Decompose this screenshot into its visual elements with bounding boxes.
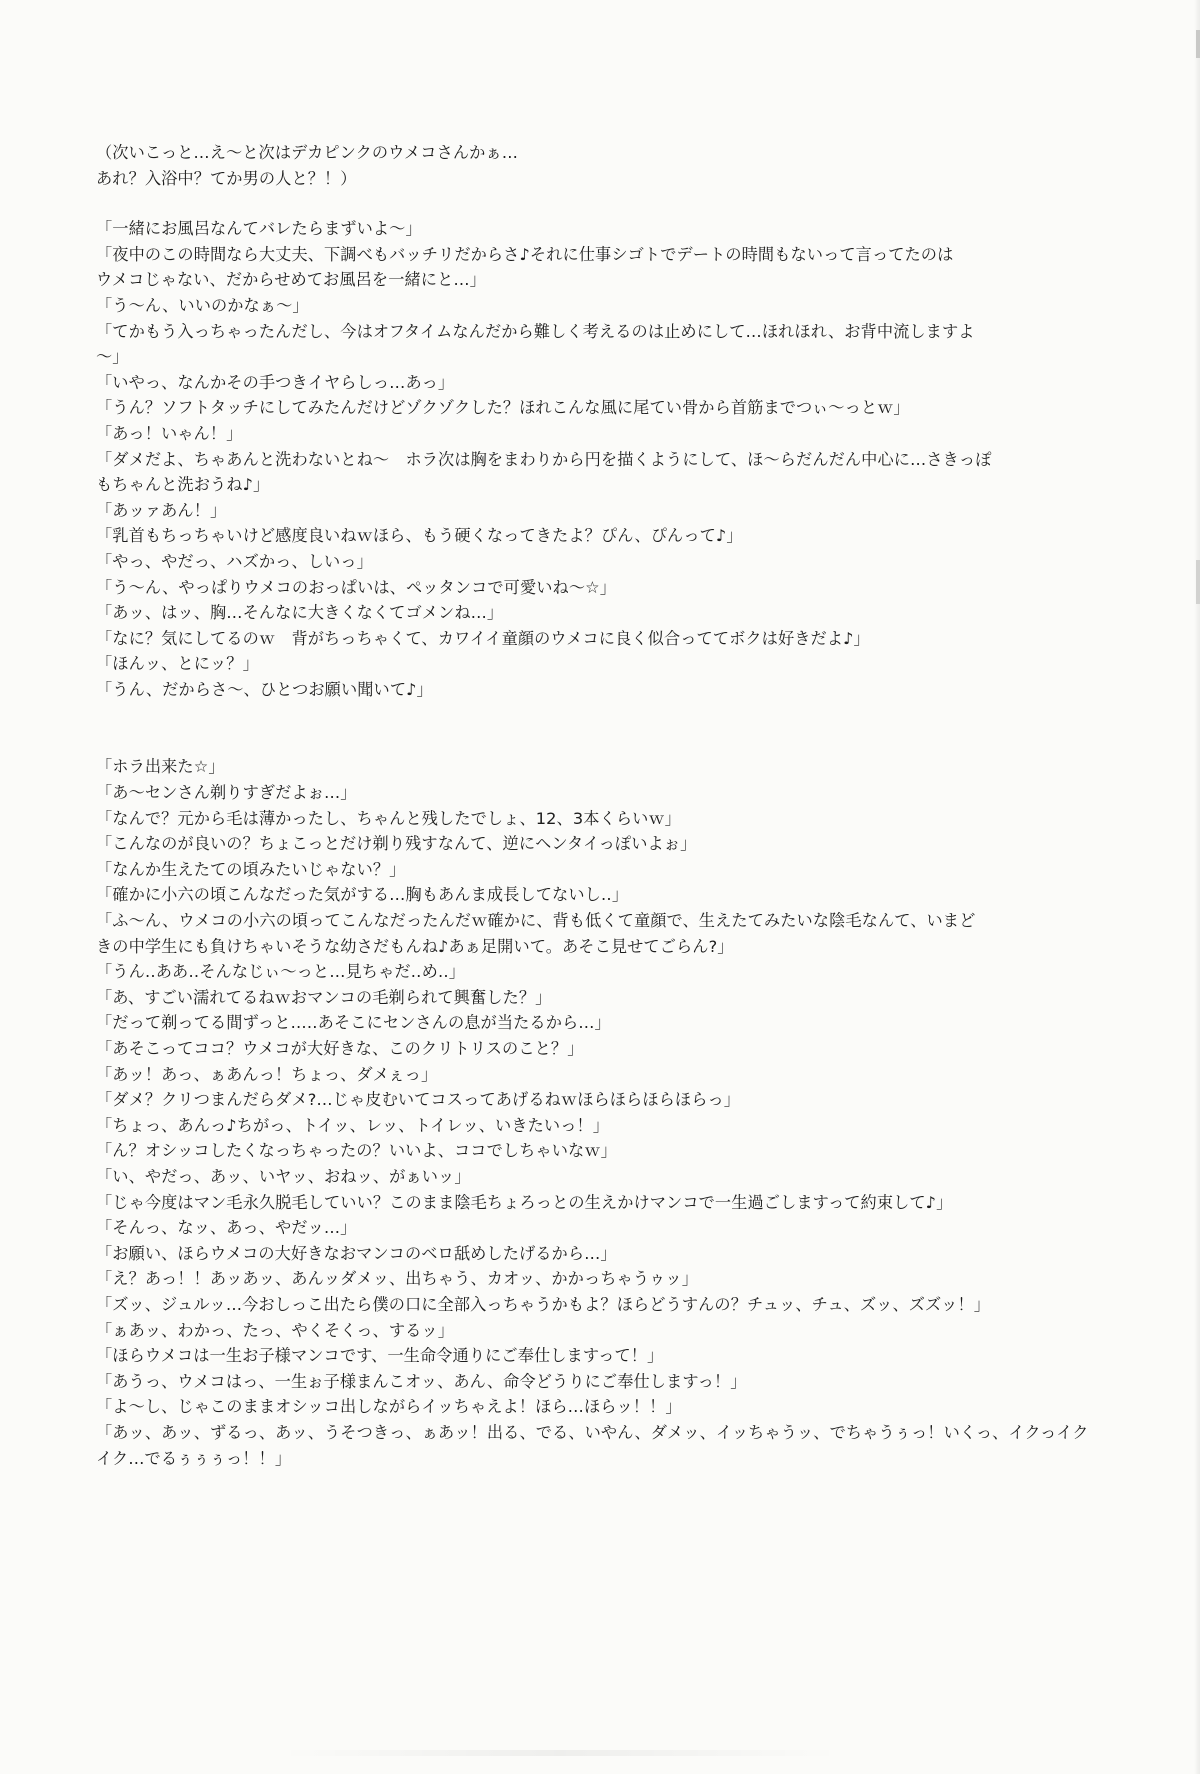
text-line: 「確かに小六の頃こんなだった気がする…胸もあんま成長してないし‥」 [96,885,629,905]
text-line: 「そんっ、なッ、あっ、やだッ…」 [96,1218,357,1238]
text-block-dialogue-bath [96,216,1136,702]
text-line: きの中学生にも負けちゃいそうな幼さだもんね♪あぁ足開いて。あそこ見せてごらん?」 [96,936,734,956]
text-line: 「ズッ、ジュルッ…今おしっこ出たら僕の口に全部入っちゃうかもよ？ほらどうすんの？チュッ、チュ、ズッ、ズズッ！」 [96,1294,991,1314]
text-line: 「あ～センさん剃りすぎだよぉ…」 [96,783,357,803]
text-line: （次いこっと…え～と次はデカピンクのウメコさんかぁ… [96,143,519,162]
text-line: もちゃんと洗おうね♪」 [96,475,270,495]
text-line: 「あッ、あッ、ずるっ、あッ、うそつきっ、ぁあッ！出る、でる、いやん、ダメッ、イッちゃうッ、でちゃうぅっ！いくっ、イクっイク [96,1422,1089,1442]
text-line: 「あっ！いゃん！」 [96,423,243,443]
text-line: 「ん？オシッコしたくなっちゃったの？いいよ、ココでしちゃいなｗ」 [96,1141,617,1161]
section-gap [96,702,1136,754]
text-line: イク…でるぅぅぅっ！！」 [96,1448,292,1468]
text-line: 「え？あっ！！あッあッ、あんッダメッ、出ちゃう、カオッ、かかっちゃうゥッ」 [96,1269,698,1289]
text-block-narration [96,140,1136,191]
text-line: 「なに？気にしてるのｗ 背がちっちゃくて、カワイイ童顔のウメコに良く似合っててボクは好きだよ♪」 [96,628,870,648]
text-line: 「ダメだよ、ちゃあんと洗わないとね～ ホラ次は胸をまわりから円を描くようにして、ほ～らだんだん中心に…さきっぽ [96,449,992,469]
text-line: 「う～ん、いいのかなぁ～」 [96,295,309,315]
text-block-dialogue-shaving [96,754,1136,1471]
scan-artifact-bottom [280,1750,840,1756]
text-line: 「やっ、やだっ、ハズかっ、しいっ」 [96,551,373,571]
text-line: 「ホラ出来た☆」 [96,757,225,777]
text-line: 「あ、すごい濡れてるねｗおマンコの毛剃られて興奮した？」 [96,987,552,1007]
text-line: 「お願い、ほらウメコの大好きなおマンコのベロ舐めしたげるから…」 [96,1243,617,1263]
text-line: 「いやっ、なんかその手つきイヤらしっ…あっ」 [96,372,455,392]
text-line: 「ダメ？クリつまんだらダメ?…じゃ皮むいてコスってあげるねｗほらほらほらほらっ」 [96,1090,741,1110]
text-line: 「じゃ今度はマン毛永久脱毛していい？このまま陰毛ちょろっとの生えかけマンコで一生過ごしますって約束して♪」 [96,1192,953,1212]
page-text-body [96,140,1136,1471]
text-line: 「こんなのが良いの？ちょこっとだけ剃り残すなんて、逆にヘンタイっぽいよぉ」 [96,834,697,854]
text-line: 「だって剃ってる間ずっと…‥あそこにセンさんの息が当たるから…」 [96,1013,611,1033]
text-line: 「あッ！あっ、ぁあんっ！ちょっ、ダメぇっ」 [96,1064,438,1084]
text-line: 「夜中のこの時間なら大丈夫、下調べもバッチリだからさ♪それに仕事シゴトでデートの時間もないって言ってたのは [96,244,954,264]
text-line: 「い、やだっ、あッ、いヤッ、おねッ、がぁいッ」 [96,1166,471,1186]
text-line: 「一緒にお風呂なんてバレたらまずいよ～」 [96,219,422,239]
text-line: 「ほんッ、とにッ？」 [96,654,259,674]
text-line: 「てかもう入っちゃったんだし、今はオフタイムなんだから難しく考えるのは止めにして…ほれほれ、お背中流しますよ [96,321,975,341]
scan-artifact-top [1196,30,1200,58]
text-line: 「あそこってココ？ウメコが大好きな、このクリトリスのこと？」 [96,1039,584,1058]
text-line: 「うん？ソフトタッチにしてみたんだけどゾクゾクした？ほれこんな風に尾てい骨から首筋までつぃ～っとｗ」 [96,398,910,418]
text-line: 「あうっ、ウメコはっ、一生ぉ子様まんこオッ、あん、命令どうりにご奉仕しますっ！」 [96,1371,747,1391]
text-line: 「ほらウメコは一生お子様マンコです、一生命令通りにご奉仕しますって！」 [96,1346,664,1366]
text-line: 「ぁあッ、わかっ、たっ、やくそくっ、するッ」 [96,1320,454,1340]
text-line: 「ふ～ん、ウメコの小六の頃ってこんなだったんだｗ確かに、背も低くて童顔で、生えたてみたいな陰毛なんて、いまど [96,911,976,931]
text-line: 「うん‥ああ‥そんなじぃ～っと…見ちゃだ‥め‥」 [96,962,466,982]
text-line: 「なんか生えたての頃みたいじゃない？」 [96,859,406,879]
scan-artifact-middle [1196,560,1200,604]
text-line: 「よ～し、じゃこのままオシッコ出しながらイッちゃえよ！ほら…ほらッ！！」 [96,1397,682,1417]
text-line: 「乳首もちっちゃいけど感度良いねｗほら、もう硬くなってきたよ？ぴん、ぴんって♪」 [96,526,743,546]
text-line: あれ？入浴中？てか男の人と？！） [96,168,357,188]
text-line: 「あッァあん！」 [96,500,227,520]
text-line: 「あッ、はッ、胸…そんなに大きくなくてゴメンね…」 [96,603,504,623]
text-line: 「なんで？元から毛は薄かったし、ちゃんと残したでしょ、12、3本くらいｗ」 [96,808,681,828]
text-line: 「うん、だからさ～、ひとつお願い聞いて♪」 [96,679,433,699]
text-line: ウメコじゃない、だからせめてお風呂を一緒にと…」 [96,270,486,290]
text-line: 「ちょっ、あんっ♪ちがっ、トイッ、レッ、トイレッ、いきたいっ！」 [96,1115,610,1135]
text-line: ～」 [96,347,129,367]
page-edge-shadow [1194,0,1200,1774]
text-line: 「う～ん、やっぱりウメコのおっぱいは、ペッタンコで可愛いね～☆」 [96,577,617,597]
